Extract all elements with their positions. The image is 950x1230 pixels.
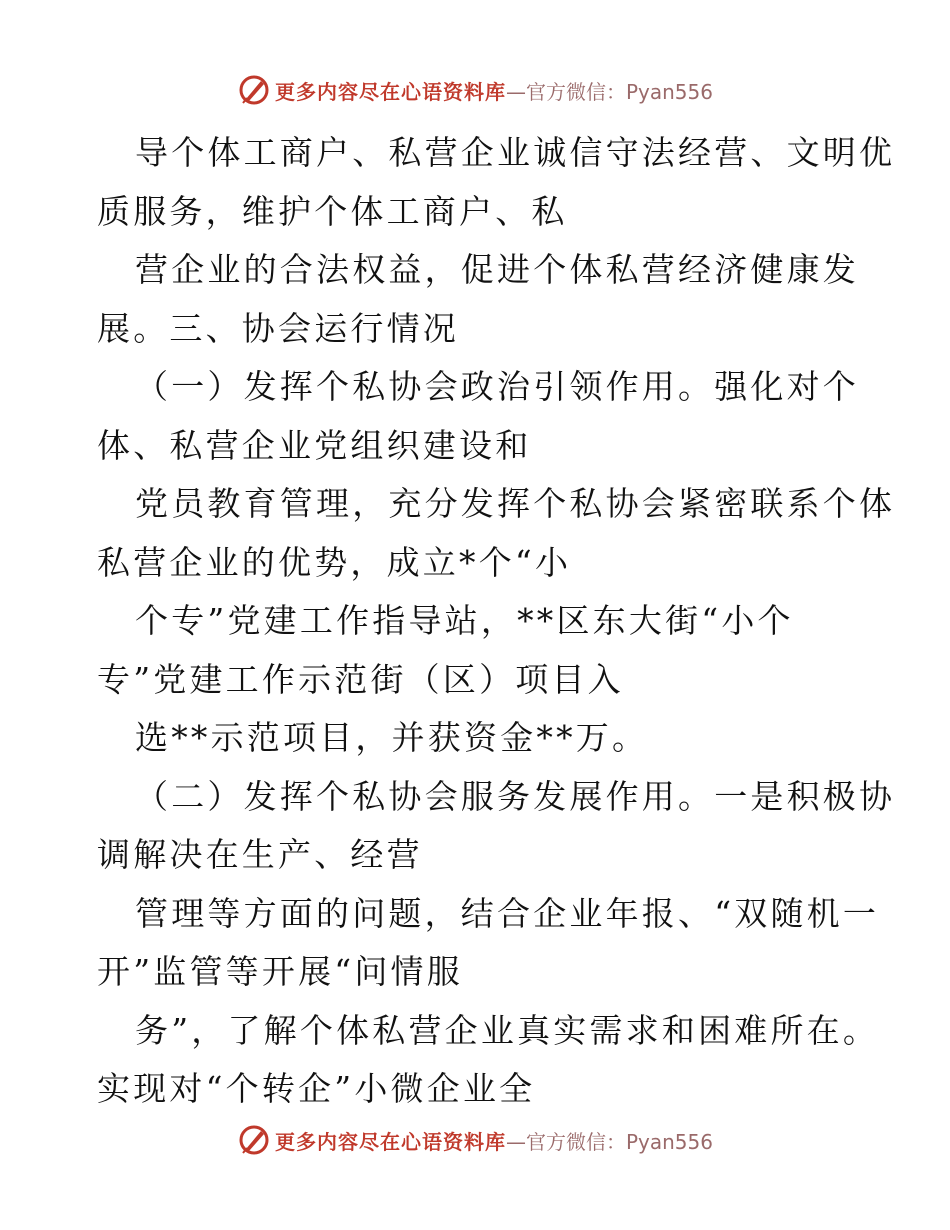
- body-line: 管理等方面的问题，结合企业年报、“双随机一: [135, 893, 880, 933]
- body-line: 开”监管等开展“问情服: [97, 952, 463, 991]
- quill-pen-logo-icon: [237, 73, 271, 107]
- body-line: 质服务，维护个体工商户、私: [97, 191, 568, 231]
- document-body: [97, 124, 896, 1119]
- body-line: 展。三、协会运行情况: [97, 308, 459, 348]
- body-line: 务”，了解个体私营企业真实需求和困难所在。: [135, 1010, 880, 1050]
- body-line: 私营企业的优势，成立*个“小: [97, 542, 572, 582]
- body-line: 党员教育管理，充分发挥个私协会紧密联系个体: [135, 484, 896, 523]
- banner-wechat: —官方微信：Pyan556: [505, 1129, 713, 1154]
- body-line: 选**示范项目，并获资金**万。: [135, 718, 649, 757]
- body-line: 个专”党建工作指导站，**区东大街“小个: [135, 601, 794, 640]
- body-line: 营企业的合法权益，促进个体私营经济健康发: [135, 250, 859, 289]
- body-line: 调解决在生产、经营: [97, 835, 423, 874]
- body-line: （二）发挥个私协会服务发展作用。一是积极协: [135, 776, 896, 816]
- header-watermark-banner: [0, 70, 950, 110]
- quill-pen-logo-icon: [237, 1123, 271, 1157]
- body-line: 导个体工商户、私营企业诚信守法经营、文明优: [135, 133, 896, 172]
- body-line: 体、私营企业党组织建设和: [97, 425, 532, 465]
- banner-wechat: —官方微信：Pyan556: [505, 79, 713, 104]
- footer-watermark-banner: [0, 1120, 950, 1160]
- banner-title: 更多内容尽在心语资料库: [274, 79, 506, 104]
- banner-title: 更多内容尽在心语资料库: [274, 1129, 506, 1154]
- body-line: 实现对“个转企”小微企业全: [97, 1069, 536, 1108]
- body-line: （一）发挥个私协会政治引领作用。强化对个: [135, 367, 859, 406]
- body-line: 专”党建工作示范街（区）项目入: [97, 659, 624, 699]
